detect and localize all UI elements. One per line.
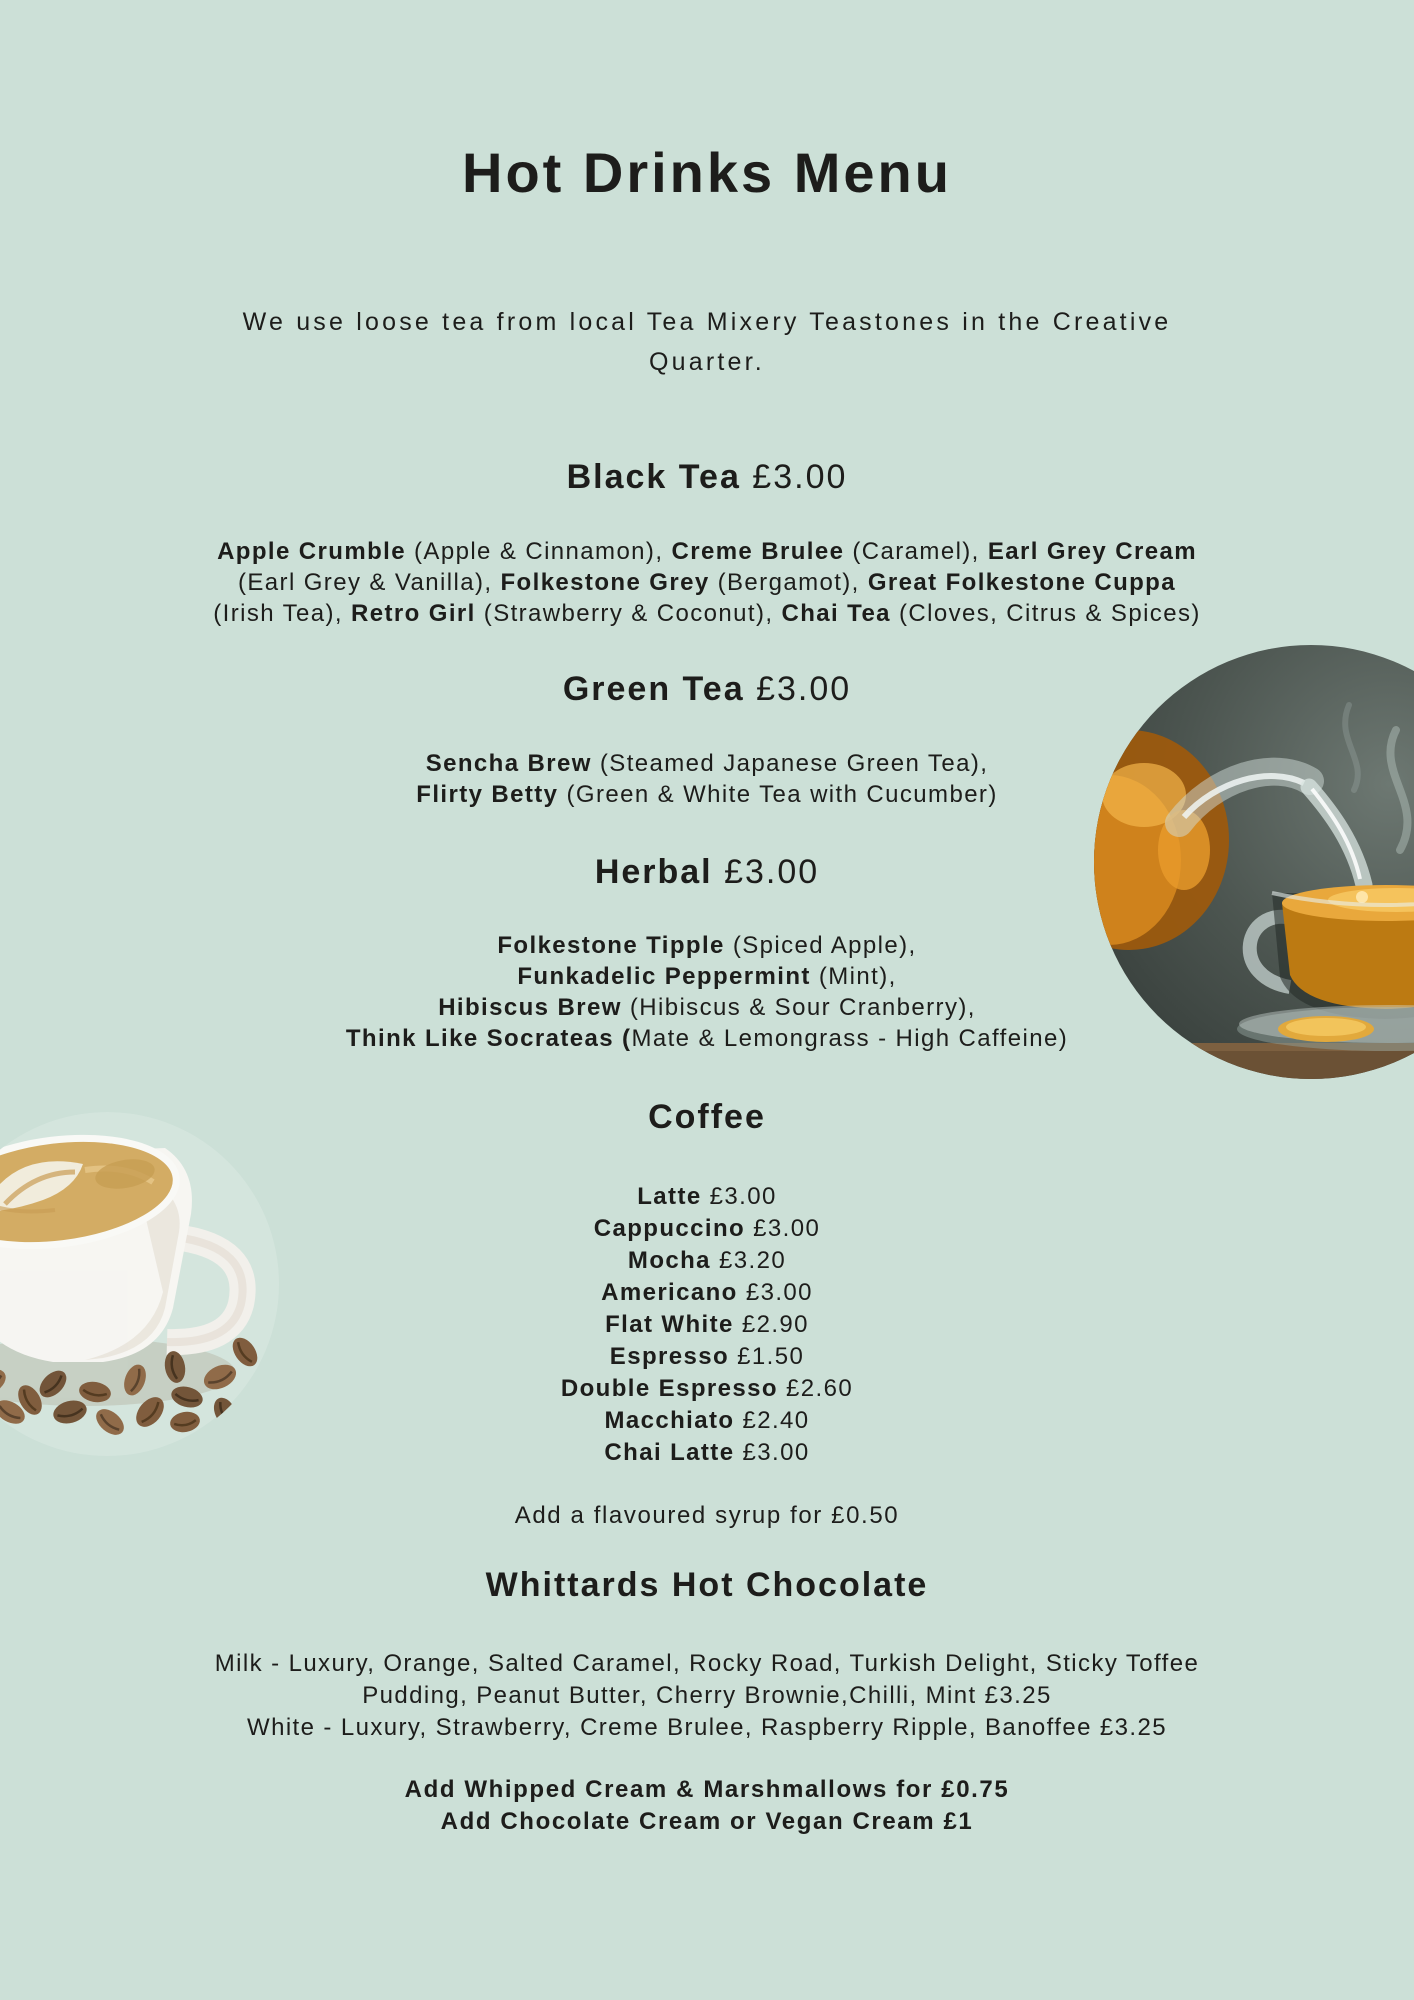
menu-line — [0, 536, 1414, 567]
menu-item-name: Funkadelic Peppermint — [517, 963, 811, 990]
menu-line — [0, 342, 1414, 382]
menu-item-name: Think Like Socrateas ( — [345, 1025, 632, 1052]
menu-item-name: Chai Tea — [781, 600, 891, 627]
menu-item-name: Latte — [637, 1183, 702, 1210]
menu-item-name: Add Chocolate Cream or Vegan Cream £1 — [440, 1808, 974, 1835]
menu-line — [0, 1806, 1414, 1838]
menu-item-detail: (Spiced Apple), — [724, 932, 917, 959]
menu-item-name: Great Folkestone Cuppa — [867, 569, 1176, 596]
menu-item-name: Creme Brulee — [671, 538, 845, 565]
menu-item-detail: (Bergamot), — [709, 569, 868, 596]
menu-item-detail: £3.00 — [712, 853, 820, 891]
menu-item-detail: £2.60 — [777, 1375, 854, 1402]
section-heading-coffee — [0, 1098, 1414, 1137]
section-heading-black-tea — [0, 458, 1414, 497]
menu-item-detail: £3.00 — [701, 1183, 777, 1210]
menu-item-name: Retro Girl — [351, 600, 476, 627]
menu-line — [0, 1712, 1414, 1744]
menu-item-name: Espresso — [609, 1343, 730, 1370]
menu-item-detail: £3.00 — [745, 1215, 821, 1242]
coffee-syrup-note — [0, 1500, 1414, 1532]
menu-item-detail: £2.90 — [733, 1311, 809, 1338]
hot-chocolate-extras-note — [0, 1774, 1414, 1838]
menu-line — [0, 1648, 1414, 1680]
menu-item-name: Whittards Hot Chocolate — [485, 1566, 929, 1604]
menu-item-name: Chai Latte — [604, 1439, 735, 1466]
menu-item-detail: (Earl Grey & Vanilla), — [238, 569, 501, 596]
menu-item-name: Macchiato — [604, 1407, 735, 1434]
menu-item-detail: £3.00 — [734, 1439, 810, 1466]
menu-item-detail: (Caramel), — [844, 538, 988, 565]
menu-item-name: Hibiscus Brew — [438, 994, 622, 1021]
menu-line — [0, 1500, 1414, 1532]
menu-item-detail: (Hibiscus & Sour Cranberry), — [621, 994, 976, 1021]
menu-item-detail: £1.50 — [729, 1343, 805, 1370]
menu-line — [0, 302, 1414, 342]
menu-item-name: Herbal — [594, 853, 713, 891]
menu-item-detail: £3.00 — [740, 458, 848, 496]
menu-intro — [0, 302, 1414, 382]
menu-item-detail: (Mint), — [810, 963, 897, 990]
menu-item-detail: (Steamed Japanese Green Tea), — [591, 750, 989, 777]
menu-item-detail: Quarter. — [649, 348, 765, 376]
menu-item-detail: Milk - Luxury, Orange, Salted Caramel, Rocky Road, Turkish Delight, Sticky Toffee — [214, 1650, 1200, 1677]
menu-item-name: Folkestone Tipple — [497, 932, 725, 959]
menu-item-name: Folkestone Grey — [500, 569, 710, 596]
menu-item-detail: (Strawberry & Coconut), — [475, 600, 782, 627]
menu-line — [0, 1774, 1414, 1806]
menu-item-name: Green Tea — [562, 670, 745, 708]
page-title: Hot Drinks Menu — [462, 141, 952, 204]
menu-item-name: Flirty Betty — [416, 781, 559, 808]
menu-item-detail: Pudding, Peanut Butter, Cherry Brownie,Chilli, Mint £3.25 — [362, 1682, 1052, 1709]
menu-item-detail: Add a flavoured syrup for £0.50 — [514, 1502, 900, 1529]
section-heading-hot-chocolate — [0, 1566, 1414, 1605]
menu-item-name: Apple Crumble — [217, 538, 406, 565]
menu-item-detail: We use loose tea from local Tea Mixery Teastones in the Creative — [242, 308, 1172, 336]
menu-item-name: Americano — [601, 1279, 738, 1306]
menu-item-name: Mocha — [627, 1247, 711, 1274]
menu-item-name: Coffee — [648, 1098, 766, 1136]
menu-item-detail: Mate & Lemongrass - High Caffeine) — [631, 1025, 1069, 1052]
menu-item-detail: (Cloves, Citrus & Spices) — [890, 600, 1201, 627]
menu-item-name: Flat White — [605, 1311, 734, 1338]
menu-item-detail: £3.20 — [710, 1247, 787, 1274]
menu-item-name: Sencha Brew — [425, 750, 592, 777]
menu-item-name: Earl Grey Cream — [987, 538, 1197, 565]
menu-item-name: Black Tea — [566, 458, 741, 496]
menu-item-detail: £3.00 — [737, 1279, 813, 1306]
menu-item-detail: (Green & White Tea with Cucumber) — [558, 781, 998, 808]
menu-line — [0, 598, 1414, 629]
menu-item-name: Add Whipped Cream & Marshmallows for £0.75 — [404, 1776, 1010, 1803]
menu-item-detail: £3.00 — [744, 670, 852, 708]
section-items-hot-chocolate — [0, 1648, 1414, 1744]
menu-item-detail: £2.40 — [734, 1407, 810, 1434]
menu-line — [0, 1680, 1414, 1712]
menu-line — [0, 567, 1414, 598]
section-items-black-tea — [0, 536, 1414, 629]
menu-line — [0, 1437, 1414, 1469]
menu-item-name: Double Espresso — [560, 1375, 778, 1402]
menu-item-detail: (Irish Tea), — [213, 600, 352, 627]
menu-item-detail: (Apple & Cinnamon), — [405, 538, 672, 565]
menu-item-name: Cappuccino — [593, 1215, 746, 1242]
menu-item-detail: White - Luxury, Strawberry, Creme Brulee, Raspberry Ripple, Banoffee £3.25 — [247, 1714, 1167, 1741]
